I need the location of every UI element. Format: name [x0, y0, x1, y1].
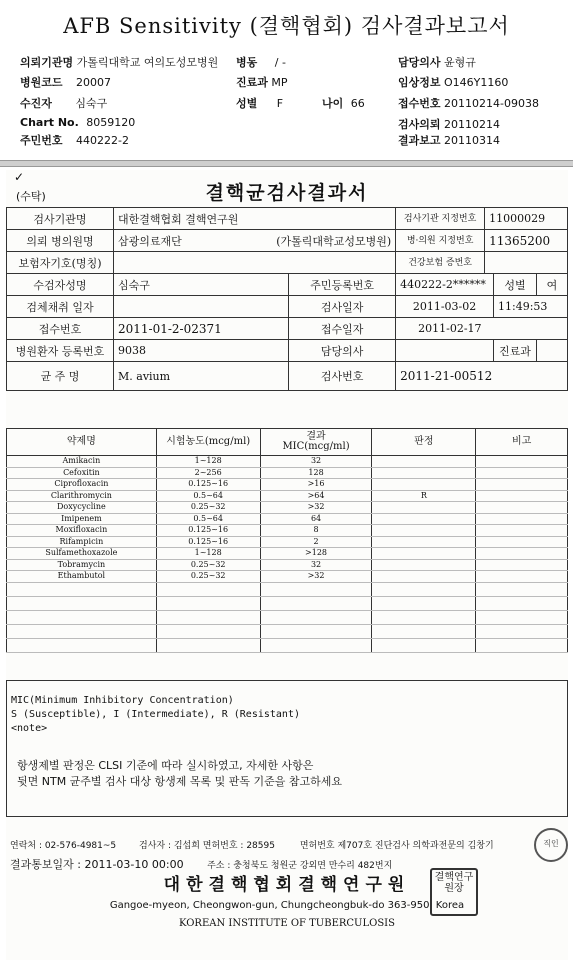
mic-cell-empty [156, 596, 260, 610]
note-line-clsi: 항생제별 판정은 CLSI 기준에 따라 실시하였고, 자세한 사항은 [17, 759, 314, 772]
mic-cell-range: 0.25~32 [156, 502, 260, 514]
receipt-label: 접수번호 [398, 97, 441, 110]
mic-cell-judge [372, 502, 476, 514]
table-row [7, 548, 568, 560]
mic-cell-remark [476, 490, 568, 502]
lab-id-label: 검사기관 지정번호 [396, 208, 485, 230]
mic-cell-drug: Clarithromycin [7, 490, 157, 502]
mic-cell-empty [156, 582, 260, 596]
mic-cell-empty [476, 582, 568, 596]
sex-label-cell: 성별 [494, 274, 537, 296]
mic-cell-mic: >64 [260, 490, 372, 502]
mic-cell-mic: >16 [260, 479, 372, 491]
institute-name-en: KOREAN INSTITUTE OF TUBERCULOSIS [179, 918, 395, 929]
mic-cell-judge [372, 559, 476, 571]
receipt-no-value: 2011-01-2-02371 [114, 318, 289, 340]
table-row [7, 467, 568, 479]
mic-cell-empty [260, 624, 372, 638]
table-row-empty [7, 624, 568, 638]
patient-name-value: 심숙구 [114, 274, 289, 296]
footer-examiner: 검사자 : 김섭희 면허번호 : 28595 [139, 841, 275, 851]
sex-value: F [276, 97, 284, 110]
result-report-value: 20110314 [444, 134, 501, 147]
receipt-date-value: 2011-02-17 [396, 318, 568, 340]
lab-name-label: 검사기관명 [7, 208, 114, 230]
result-report-label: 결과보고 [398, 134, 441, 147]
ward-label: 병동 [236, 56, 258, 69]
doctor-value: 윤형규 [444, 56, 476, 69]
mic-cell-empty [7, 582, 157, 596]
req-hosp-value: 삼광의료재단 [118, 234, 182, 248]
mic-cell-drug: Imipenem [7, 513, 157, 525]
age-label: 나이 [322, 97, 344, 110]
mic-cell-judge [372, 548, 476, 560]
req-hosp-label: 의뢰 병의원명 [7, 230, 114, 252]
mic-header-judge: 판정 [372, 429, 476, 456]
dept-label-cell: 진료과 [494, 340, 537, 362]
chart-value: 8059120 [86, 116, 136, 129]
insurance-no-value [485, 252, 568, 274]
mic-cell-judge [372, 536, 476, 548]
mic-cell-empty [372, 638, 476, 652]
mic-cell-range: 0.5~64 [156, 490, 260, 502]
mic-cell-empty [7, 596, 157, 610]
mic-cell-empty [476, 638, 568, 652]
insurance-no-label: 건강보험 증번호 [396, 252, 485, 274]
mic-cell-remark [476, 571, 568, 583]
mic-cell-drug: Tobramycin [7, 559, 157, 571]
dept-value: MP [271, 76, 288, 89]
resident-no-label: 주민등록번호 [289, 274, 396, 296]
mic-cell-drug: Amikacin [7, 456, 157, 468]
mic-cell-judge [372, 571, 476, 583]
mic-cell-drug: Moxifloxacin [7, 525, 157, 537]
doctor-value-cell [396, 340, 494, 362]
footer-contact-line [10, 838, 572, 851]
mic-cell-empty [476, 624, 568, 638]
mic-header-result-line1: 결과 [306, 431, 326, 442]
mic-cell-drug: Cefoxitin [7, 467, 157, 479]
mic-cell-range: 1~128 [156, 548, 260, 560]
mic-cell-remark [476, 502, 568, 514]
request-org-value: 가톨릭대학교 여의도성모병원 [76, 56, 219, 69]
footer-notify-date: 결과통보일자 : 2011-03-10 00:00 [10, 858, 184, 871]
scanned-report [6, 170, 568, 960]
mic-cell-remark [476, 513, 568, 525]
resident-label: 주민번호 [20, 134, 63, 147]
sex-value-cell: 여 [537, 274, 568, 296]
mic-cell-range: 0.5~64 [156, 513, 260, 525]
mic-cell-range: 0.25~32 [156, 571, 260, 583]
mic-header-result-line2: MIC(mcg/ml) [282, 441, 350, 452]
doctor-label-cell: 담당의사 [289, 340, 396, 362]
note-line-mic: MIC(Minimum Inhibitory Concentration) [11, 695, 234, 706]
table-row [7, 525, 568, 537]
request-org-label: 의뢰기관명 [20, 56, 74, 69]
test-request-label: 검사의뢰 [398, 118, 441, 131]
dept-value-cell [537, 340, 568, 362]
mic-cell-empty [372, 582, 476, 596]
patient-name-label: 수검자성명 [7, 274, 114, 296]
resident-value: 440222-2 [76, 134, 129, 147]
table-row [7, 502, 568, 514]
mic-cell-empty [260, 596, 372, 610]
sex-label: 성별 [236, 97, 258, 110]
footer-license: 면허번호 제707호 진단검사 의학과전문의 김창기 [299, 841, 494, 851]
mic-cell-empty [372, 596, 476, 610]
chart-label: Chart No. [20, 116, 79, 129]
lab-name-value: 대한결핵협회 결핵연구원 [114, 208, 396, 230]
req-id-value: 11365200 [485, 230, 568, 252]
doctor-label: 담당의사 [398, 56, 441, 69]
page-title: AFB Sensitivity (결핵협회) 검사결과보고서 [63, 14, 510, 38]
mic-header-range: 시험농도(mcg/ml) [156, 429, 260, 456]
table-row-empty [7, 638, 568, 652]
mic-table [6, 428, 568, 653]
mic-cell-empty [7, 638, 157, 652]
mic-cell-empty [156, 610, 260, 624]
table-row [7, 490, 568, 502]
receipt-date-label: 접수일자 [289, 318, 396, 340]
clinical-label: 임상정보 [398, 76, 441, 89]
hospital-code-value: 20007 [76, 76, 112, 89]
divider [0, 160, 573, 167]
mic-cell-empty [7, 624, 157, 638]
notes-box [6, 680, 568, 817]
hospital-code-label: 병원코드 [20, 76, 63, 89]
mic-header-drug: 약제명 [7, 429, 157, 456]
official-seal: 결핵연구원장 [430, 868, 478, 916]
mic-cell-judge [372, 513, 476, 525]
mic-cell-empty [156, 624, 260, 638]
strain-value: M. avium [114, 362, 289, 391]
table-row [7, 571, 568, 583]
mic-cell-range: 0.125~16 [156, 479, 260, 491]
table-row [7, 456, 568, 468]
mic-cell-remark [476, 559, 568, 571]
patient-info-table [6, 207, 568, 391]
insurance-value [114, 252, 396, 274]
mic-cell-remark [476, 456, 568, 468]
mic-cell-mic: >32 [260, 502, 372, 514]
req-hosp-sub: (가톨릭대학교성모병원) [276, 234, 392, 248]
mic-cell-drug: Rifampicin [7, 536, 157, 548]
footer-contact: 연락처 : 02-576-4981~5 [10, 841, 117, 851]
resident-no-value: 440222-2****** [396, 274, 494, 296]
test-request-value: 20110214 [444, 118, 501, 131]
mic-cell-empty [372, 624, 476, 638]
table-row-empty [7, 596, 568, 610]
mic-cell-drug: Ethambutol [7, 571, 157, 583]
patient-value: 심숙구 [75, 97, 108, 110]
mic-cell-judge: R [372, 490, 476, 502]
mic-cell-remark [476, 525, 568, 537]
receipt-value: 20110214-09038 [444, 97, 539, 110]
patient-label: 수진자 [20, 97, 52, 110]
consignment-tag: (수탁) [16, 190, 46, 203]
mic-cell-drug: Doxycycline [7, 502, 157, 514]
mic-cell-empty [156, 638, 260, 652]
table-row-empty [7, 610, 568, 624]
req-id-label: 병·의원 지정번호 [396, 230, 485, 252]
report-title: 결핵균검사결과서 [205, 182, 369, 204]
mic-cell-mic: 32 [260, 456, 372, 468]
mic-cell-judge [372, 525, 476, 537]
test-no-value: 2011-21-00512 [396, 362, 568, 391]
mic-cell-range: 1~128 [156, 456, 260, 468]
clinical-value: O146Y1160 [444, 76, 509, 89]
insurance-label: 보험자기호(명칭) [7, 252, 114, 274]
report-header [0, 50, 573, 160]
table-row [7, 559, 568, 571]
mic-header-result [260, 429, 372, 456]
mic-cell-mic: 32 [260, 559, 372, 571]
round-seal: 직인 [534, 828, 568, 862]
mic-cell-range: 0.125~16 [156, 536, 260, 548]
mic-cell-empty [476, 610, 568, 624]
strain-label: 균 주 명 [7, 362, 114, 391]
mic-cell-empty [476, 596, 568, 610]
test-date-label: 검사일자 [289, 296, 396, 318]
table-row [7, 479, 568, 491]
mic-cell-remark [476, 479, 568, 491]
receipt-no-label: 접수번호 [7, 318, 114, 340]
mic-cell-mic: 64 [260, 513, 372, 525]
mic-cell-empty [372, 610, 476, 624]
table-row-empty [7, 582, 568, 596]
institute-name-kr: 대한결핵협회결핵연구원 [163, 875, 411, 895]
reg-no-label: 병원환자 등록번호 [7, 340, 114, 362]
mic-cell-empty [260, 582, 372, 596]
mic-cell-range: 2~256 [156, 467, 260, 479]
lab-id-value: 11000029 [485, 208, 568, 230]
test-no-label: 검사번호 [289, 362, 396, 391]
mic-table-body [7, 456, 568, 653]
mic-cell-remark [476, 467, 568, 479]
mic-cell-empty [260, 638, 372, 652]
mic-cell-remark [476, 548, 568, 560]
mic-cell-mic: 2 [260, 536, 372, 548]
mic-cell-mic: 8 [260, 525, 372, 537]
mic-cell-drug: Sulfamethoxazole [7, 548, 157, 560]
mic-cell-empty [7, 610, 157, 624]
note-line-ntm: 뒷면 NTM 균주별 검사 대상 항생제 목록 및 판독 기준을 참고하세요 [17, 775, 343, 788]
mic-cell-range: 0.25~32 [156, 559, 260, 571]
reg-no-value: 9038 [114, 340, 289, 362]
check-mark: ✓ [14, 170, 25, 184]
note-line-tag: <note> [11, 723, 48, 734]
req-hosp-cell [114, 230, 396, 252]
note-line-legend: S (Susceptible), I (Intermediate), R (Resistant) [11, 709, 300, 720]
mic-cell-mic: >32 [260, 571, 372, 583]
test-time-value: 11:49:53 [494, 296, 568, 318]
mic-header-remark: 비고 [476, 429, 568, 456]
mic-cell-mic: >128 [260, 548, 372, 560]
mic-cell-mic: 128 [260, 467, 372, 479]
test-date-value: 2011-03-02 [396, 296, 494, 318]
dept-label: 진료과 [236, 76, 268, 89]
table-row [7, 513, 568, 525]
footer-address-kr: 주소 : 충청북도 청원군 강외면 만수리 482번지 [207, 861, 393, 871]
mic-cell-drug: Ciprofloxacin [7, 479, 157, 491]
age-value: 66 [350, 97, 365, 110]
mic-cell-judge [372, 456, 476, 468]
mic-cell-empty [260, 610, 372, 624]
mic-cell-judge [372, 467, 476, 479]
table-row [7, 536, 568, 548]
collect-date-label: 검체채취 일자 [7, 296, 114, 318]
mic-cell-range: 0.125~16 [156, 525, 260, 537]
collect-date-value [114, 296, 289, 318]
mic-cell-remark [476, 536, 568, 548]
mic-cell-judge [372, 479, 476, 491]
ward-value: / - [274, 56, 286, 69]
institute-address-en: Gangoe-myeon, Cheongwon-gun, Chungcheongbuk-do 363-950, Korea [109, 900, 465, 911]
